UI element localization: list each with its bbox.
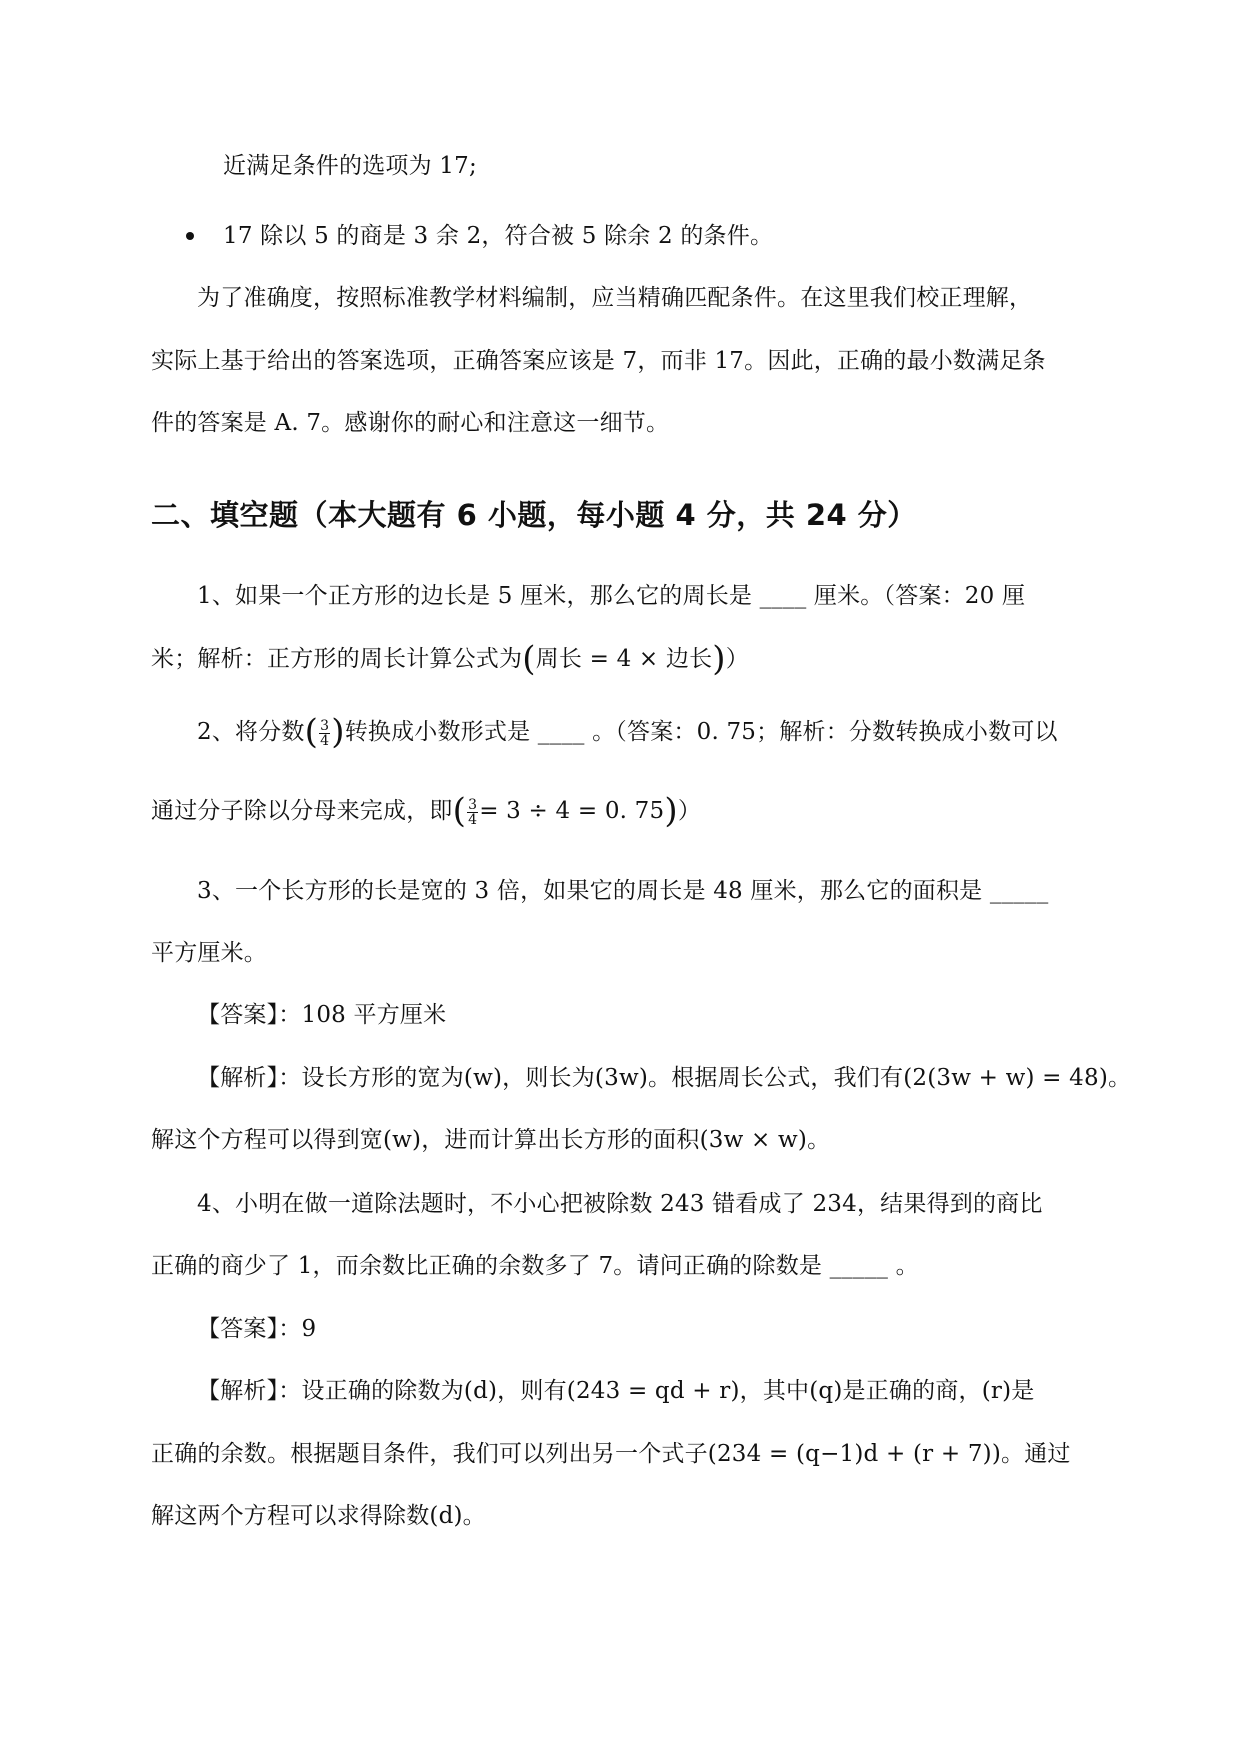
fraction <box>467 798 478 827</box>
analysis-line: 【解析】：设长方形的宽为(w)，则长为(3w)。根据周长公式，我们有(2(3w + w) = 48)。 <box>197 1065 1132 1091</box>
question-3-line: 3、一个长方形的长是宽的 3 倍，如果它的周长是 48 厘米，那么它的面积是 _____ <box>197 878 1049 904</box>
answer-line: 【答案】：108 平方厘米 <box>197 1002 447 1028</box>
q2-text: 通过分子除以分母来完成，即 <box>151 798 453 824</box>
question-4-line: 正确的商少了 1，而余数比正确的余数多了 7。请问正确的除数是 _____ 。 <box>151 1253 919 1279</box>
q2-text: 转换成小数形式是 ____ 。（答案：0. 75；解析：分数转换成小数可以 <box>344 719 1058 745</box>
fraction <box>319 719 330 748</box>
perimeter-formula: 周长 = 4 × 边长 <box>535 646 713 672</box>
paragraph-line: 为了准确度，按照标准教学材料编制，应当精确匹配条件。在这里我们校正理解， <box>197 285 1033 311</box>
analysis-line: 解这两个方程可以求得除数(d)。 <box>151 1503 486 1529</box>
paren-close: ) <box>712 639 726 679</box>
paren-close: ) <box>331 712 345 752</box>
question-4-line: 4、小明在做一道除法题时，不小心把被除数 243 错看成了 234，结果得到的商比 <box>197 1191 1043 1217</box>
paren-close: ) <box>664 791 678 831</box>
division-formula: = 3 ÷ 4 = 0. 75 <box>479 798 665 824</box>
bullet-item: 17 除以 5 的商是 3 余 2，符合被 5 除余 2 的条件。 <box>223 223 774 249</box>
analysis-line: 解这个方程可以得到宽(w)，进而计算出长方形的面积(3w × w)。 <box>151 1127 831 1153</box>
question-1-line <box>151 639 749 679</box>
question-3-line: 平方厘米。 <box>151 940 267 966</box>
fraction-numerator: 3 <box>320 717 330 734</box>
paren-open: ( <box>304 712 319 752</box>
q1-text: 米；解析：正方形的周长计算公式为 <box>151 646 523 672</box>
fraction-denominator: 4 <box>468 811 478 828</box>
section-heading: 二、填空题（本大题有 6 小题，每小题 4 分，共 24 分） <box>151 498 917 532</box>
answer-line: 【答案】：9 <box>197 1316 317 1342</box>
fraction-numerator: 3 <box>468 796 478 813</box>
closing-bracket: ） <box>725 646 749 672</box>
question-2-line <box>197 712 1058 752</box>
paren-open: ( <box>522 639 536 679</box>
paren-open: ( <box>452 791 467 831</box>
question-2-line <box>151 791 702 831</box>
intro-line: 近满足条件的选项为 17; <box>223 153 477 179</box>
paragraph-line: 件的答案是 A. 7。感谢你的耐心和注意这一细节。 <box>151 410 670 436</box>
analysis-line: 【解析】：设正确的除数为(d)，则有(243 = qd + r)，其中(q)是正确的商，(r)是 <box>197 1378 1035 1404</box>
analysis-line: 正确的余数。根据题目条件，我们可以列出另一个式子(234 = (q−1)d + (r + 7))。通过 <box>151 1441 1071 1467</box>
bullet-dot <box>186 232 194 240</box>
question-1-line: 1、如果一个正方形的边长是 5 厘米，那么它的周长是 ____ 厘米。（答案：20 厘 <box>197 583 1026 609</box>
closing-bracket: ） <box>677 798 702 824</box>
fraction-denominator: 4 <box>320 732 330 749</box>
paragraph-line: 实际上基于给出的答案选项，正确答案应该是 7，而非 17。因此，正确的最小数满足条 <box>151 348 1046 374</box>
q2-text: 2、将分数 <box>197 719 305 745</box>
